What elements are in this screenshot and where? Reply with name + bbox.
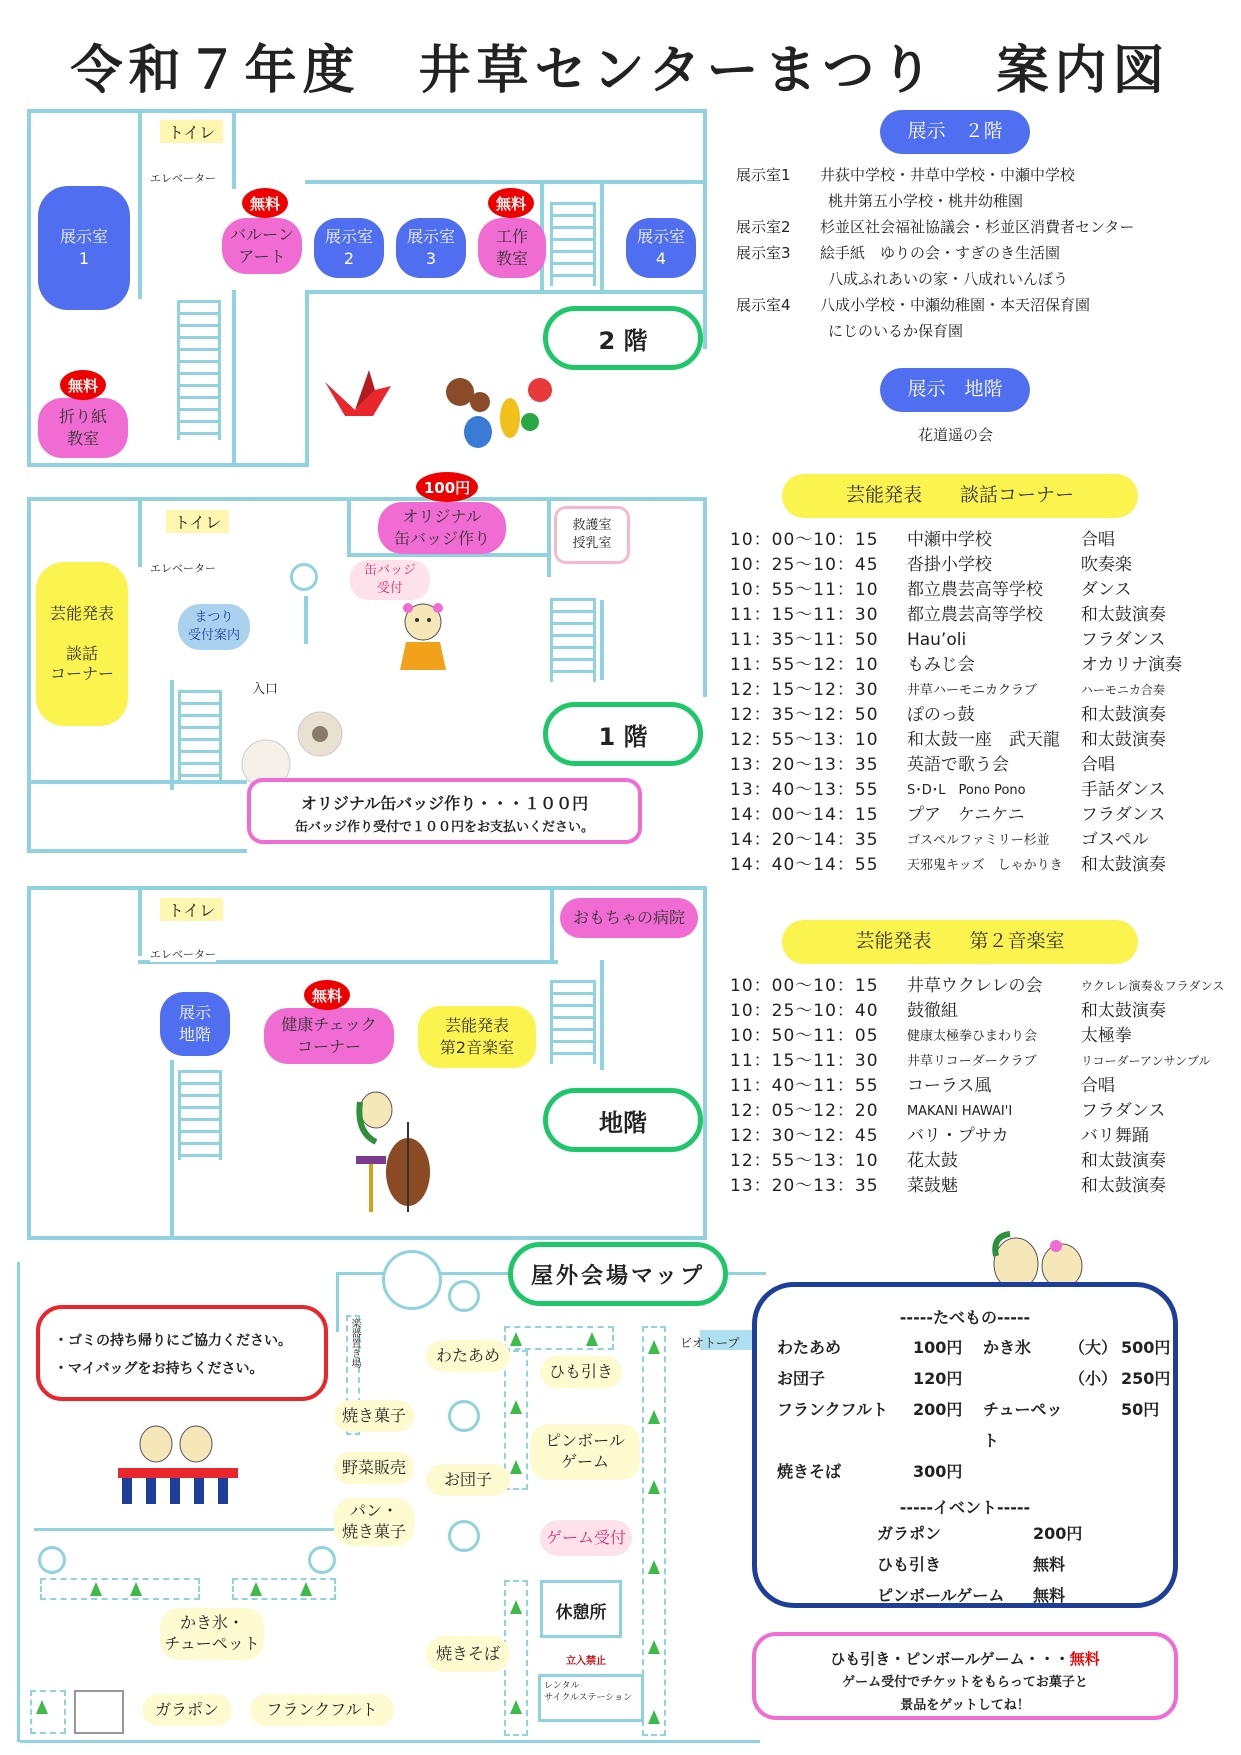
event-price: 無料 [1033,1586,1066,1605]
food-price: 200円 [913,1400,963,1419]
exhibit-room-name: 展示室1 [736,166,791,184]
can-badge-notice-line1: オリジナル缶バッジ作り・・・１００円 [300,794,589,813]
schedule-row [730,974,1230,999]
event-price-row [877,1518,1173,1549]
food-name: フランクフルト [777,1400,889,1419]
schedule-genre: バリ舞踊 [1080,1126,1149,1146]
schedule-row [730,1124,1230,1149]
food-header: -----たべもの----- [899,1308,1031,1327]
food-size [1069,1456,1121,1487]
stall-pinball[interactable]: ピンボール ゲーム [530,1424,640,1480]
craft-room[interactable]: 工作 教室 [478,218,546,278]
schedule-performer: 中瀬中学校 [906,530,992,550]
schedule-genre: 手話ダンス [1080,780,1166,800]
schedule-time: 13：20〜13：35 [730,755,879,775]
event-price-row [877,1580,1173,1611]
food-price: 50円 [1121,1400,1160,1419]
schedule-performer: 井草リコーダークラブ [906,1054,1037,1069]
schedule-genre: ダンス [1080,580,1132,600]
schedule-performer: Hau’oli [906,630,967,650]
schedule-performer: 健康太極拳ひまわり会 [906,1029,1037,1044]
toilet-label: トイレ [166,510,229,533]
schedule-row [730,828,1230,853]
schedule-time: 14：00〜14：15 [730,805,879,825]
exhibit-participants: 八成ふれあいの家・八成れいんぼう [828,270,1069,288]
stage-2-header: 芸能発表 第２音楽室 [782,920,1138,964]
instrument-storage-label: 楽器置き場 [349,1318,360,1368]
food-name [983,1363,1069,1394]
festival-info-desk[interactable]: まつり 受付案内 [178,604,250,650]
stall-kakigori[interactable]: かき氷・ チューペット [160,1608,264,1660]
schedule-time: 12：05〜12：20 [730,1101,879,1121]
paper-crane-icon [325,370,391,420]
schedule-row [730,853,1230,878]
exhibit-participants: 絵手紙 ゆりの会・すぎのき生活園 [820,244,1061,262]
schedule-genre: ハーモニカ合奏 [1080,683,1165,697]
food-price-row [777,1394,1173,1456]
free-badge: 無料 [60,370,106,400]
outdoor-notice [36,1305,328,1401]
schedule-row [730,1049,1230,1074]
exhibit-basement-text: 花道遥の会 [918,426,994,444]
schedule-genre: 吹奏楽 [1080,555,1132,575]
schedule-performer: 和太鼓一座 武天龍 [906,730,1060,750]
health-check-corner[interactable]: 健康チェック コーナー [264,1008,394,1064]
exhibit-room-name [736,188,820,214]
schedule-row [730,1099,1230,1124]
schedule-genre: 和太鼓演奏 [1080,705,1166,725]
elevator-label: エレベーター [150,172,216,185]
event-header: -----イベント----- [899,1498,1031,1517]
schedule-time: 11：40〜11：55 [730,1076,879,1096]
game-notice-line2: ゲーム受付でチケットをもらってお菓子と [842,1675,1088,1690]
schedule-row [730,678,1230,703]
schedule-time: 10：25〜10：45 [730,555,879,575]
exhibit-2f-list [736,162,1216,344]
food-price: 100円 [913,1338,963,1357]
schedule-performer: 都立農芸高等学校 [906,580,1043,600]
food-name: 焼きそば [777,1462,842,1481]
schedule-time: 14：20〜14：35 [730,830,879,850]
food-size: （大） [1069,1338,1118,1357]
exhibit-participants: 杉並区社会福祉協議会・杉並区消費者センター [820,218,1135,236]
schedule-genre: ウクレレ演奏＆フラダンス [1080,979,1225,993]
free-badge: 無料 [304,980,350,1010]
schedule-genre: 和太鼓演奏 [1080,605,1166,625]
stage-dan-wa-corner[interactable]: 芸能発表 談話 コーナー [36,562,128,726]
can-badge-making-room[interactable]: オリジナル 缶バッジ作り [378,502,506,554]
schedule-performer: MAKANI HAWAI'I [906,1104,1013,1119]
game-notice-line1: ひも引き・ピンボールゲーム・・・ [830,1650,1070,1668]
schedule-performer: 天邪鬼キッズ しゃかりき [906,858,1063,873]
exhibit-basement-room[interactable]: 展示 地階 [160,992,230,1056]
schedule-row [730,603,1230,628]
event-name: ガラポン [877,1524,942,1543]
schedule-genre: 和太鼓演奏 [1080,1001,1166,1021]
first-aid-nursing-room[interactable]: 救護室 授乳室 [554,506,630,564]
stall-garapon[interactable]: ガラポン [142,1694,232,1726]
elevator-label: エレベーター [150,948,216,961]
schedule-genre: オカリナ演奏 [1080,655,1183,675]
schedule-time: 14：40〜14：55 [730,855,879,875]
schedule-time: 11：35〜11：50 [730,630,879,650]
schedule-time: 13：40〜13：55 [730,780,879,800]
stall-wataame[interactable]: わたあめ [426,1340,510,1372]
price-100-badge: 100円 [416,472,478,502]
schedule-row [730,1149,1230,1174]
exhibit-participants: 桃井第五小学校・桃井幼稚園 [828,192,1024,210]
schedule-performer: ぽのっ鼓 [906,705,975,725]
exhibit-row [736,162,1216,188]
origami-room[interactable]: 折り紙 教室 [38,398,128,458]
event-name: ひも引き [877,1555,942,1574]
schedule-row [730,728,1230,753]
floor-basement-badge: 地階 [543,1088,703,1152]
food-price: 300円 [913,1462,963,1481]
schedule-performer: 都立農芸高等学校 [906,605,1043,625]
free-badge: 無料 [242,188,288,218]
schedule-row [730,578,1230,603]
schedule-performer: 井草ハーモニカクラブ [906,683,1037,698]
event-price: 無料 [1033,1555,1066,1574]
schedule-time: 10：00〜10：15 [730,530,879,550]
outdoor-map-title: 屋外会場マップ [508,1242,728,1306]
rest-area[interactable]: 休憩所 [555,1602,607,1623]
exhibit-participants: にじのいるか保育園 [828,322,964,340]
schedule-time: 12：55〜13：10 [730,730,879,750]
food-size: （小） [1069,1369,1118,1388]
mascot-dancer-icon [388,600,458,680]
exhibit-room-1[interactable]: 展示室 1 [38,186,130,310]
schedule-performer: 井草ウクレレの会 [906,976,1043,996]
exhibit-row [736,214,1216,240]
schedule-time: 10：50〜11：05 [730,1026,879,1046]
schedule-time: 11：15〜11：30 [730,605,879,625]
exhibit-row [736,318,1216,344]
schedule-genre: フラダンス [1080,1101,1166,1121]
schedule-row [730,753,1230,778]
exhibit-row [736,266,1216,292]
floor-2-badge: 2 階 [543,306,703,370]
stage-1-schedule [730,528,1230,878]
schedule-performer: 沓掛小学校 [906,555,992,575]
schedule-performer: コーラス風 [906,1076,992,1096]
rental-cycle-station[interactable]: レンタル サイクルステーション [544,1681,633,1703]
food-price-row [777,1332,1173,1363]
schedule-time: 12：35〜12：50 [730,705,879,725]
exhibit-row [736,292,1216,318]
food-name: お団子 [777,1369,826,1388]
game-notice [752,1632,1178,1720]
can-badge-notice-line2: 缶バッジ作り受付で１００円をお支払いください。 [294,820,594,835]
schedule-time: 12：15〜12：30 [730,680,879,700]
schedule-genre: 和太鼓演奏 [1080,730,1166,750]
outdoor-notice-garbage: ・ゴミの持ち帰りにご協力ください。 [54,1333,292,1349]
floor-1-badge: 1 階 [543,702,703,766]
schedule-row [730,1074,1230,1099]
schedule-time: 12：30〜12：45 [730,1126,879,1146]
schedule-genre: 太極拳 [1080,1026,1132,1046]
no-entry-label: 立入禁止 [566,1656,606,1667]
schedule-genre: 合唱 [1080,1076,1115,1096]
schedule-row [730,553,1230,578]
music-room-2-stage[interactable]: 芸能発表 第2音楽室 [418,1006,536,1068]
event-name: ピンボールゲーム [877,1586,1005,1605]
schedule-performer: 英語で歌う会 [906,755,1009,775]
mascot-cello-icon [346,1082,446,1222]
stall-himo[interactable]: ひも引き [540,1356,622,1388]
schedule-row [730,653,1230,678]
schedule-performer: バリ・プサカ [906,1126,1009,1146]
schedule-genre: 和太鼓演奏 [1080,1151,1166,1171]
schedule-genre: リコーダーアンサンブル [1080,1054,1211,1068]
schedule-genre: ゴスペル [1080,830,1149,850]
schedule-genre: フラダンス [1080,630,1166,650]
schedule-time: 10：55〜11：10 [730,580,879,600]
schedule-row [730,778,1230,803]
elevator-label: エレベーター [150,562,216,575]
schedule-genre: 合唱 [1080,530,1115,550]
schedule-performer: 菜鼓魅 [906,1176,958,1196]
toy-hospital-room[interactable]: おもちゃの病院 [560,898,698,938]
exhibit-room-4[interactable]: 展示室 4 [626,218,696,278]
mascot-peek-icon [986,1226,1096,1286]
outdoor-notice-bag: ・マイバッグをお持ちください。 [54,1361,264,1377]
stall-odango[interactable]: お団子 [426,1464,510,1496]
game-reception[interactable]: ゲーム受付 [540,1520,632,1556]
schedule-genre: 和太鼓演奏 [1080,855,1166,875]
game-notice-line3: 景品をゲットしてね！ [900,1698,1030,1713]
biotope-label: ビオトープ [680,1336,740,1350]
schedule-time: 12：55〜13：10 [730,1151,879,1171]
stall-yakisoba[interactable]: 焼きそば [426,1636,510,1672]
exhibit-room-name [736,318,820,344]
stall-frank[interactable]: フランクフルト [250,1694,394,1726]
schedule-row [730,703,1230,728]
food-price-row [777,1363,1173,1394]
exhibit-room-name [736,266,820,292]
food-price [1121,1456,1171,1487]
game-notice-free: 無料 [1069,1650,1100,1668]
food-name: チューペット [983,1400,1063,1450]
stall-pan[interactable]: パン・ 焼き菓子 [334,1498,414,1546]
price-box [752,1282,1178,1608]
schedule-performer: プア ケニケニ [906,805,1025,825]
mascot-stall-icon [118,1420,238,1506]
food-name [983,1456,1069,1487]
event-price: 200円 [1033,1524,1083,1543]
exhibit-basement-header: 展示 地階 [880,368,1030,412]
exhibit-room-2[interactable]: 展示室 2 [314,218,384,278]
exhibit-2f-header: 展示 ２階 [880,110,1030,154]
schedule-time: 10：00〜10：15 [730,976,879,996]
exhibit-room-name: 展示室3 [736,244,791,262]
schedule-row [730,1174,1230,1199]
schedule-time: 11：55〜12：10 [730,655,879,675]
food-name: わたあめ [777,1338,842,1357]
stall-yakigashi[interactable]: 焼き菓子 [334,1400,414,1432]
exhibit-row [736,188,1216,214]
can-badge-notice [247,778,642,844]
schedule-time: 10：25〜10：40 [730,1001,879,1021]
food-price: 250円 [1121,1369,1171,1388]
schedule-performer: 花太鼓 [906,1151,958,1171]
exhibit-room-name: 展示室2 [736,218,791,236]
exhibit-room-3[interactable]: 展示室 3 [396,218,466,278]
schedule-row [730,999,1230,1024]
schedule-row [730,528,1230,553]
schedule-row [730,628,1230,653]
food-name: かき氷 [983,1338,1032,1357]
event-price-row [877,1549,1173,1580]
schedule-genre: フラダンス [1080,805,1166,825]
food-price-row [777,1456,1173,1487]
schedule-performer: もみじ会 [906,655,975,675]
exhibit-participants: 八成小学校・中瀬幼稚園・本天沼保育園 [820,296,1091,314]
page-title: 令和７年度 井草センターまつり 案内図 [70,41,1171,101]
schedule-genre: 合唱 [1080,755,1115,775]
stage-2-schedule [730,974,1230,1199]
schedule-performer: ゴスペルファミリー杉並 [906,833,1050,848]
food-price: 500円 [1121,1338,1171,1357]
exhibit-room-name: 展示室4 [736,296,791,314]
toilet-label: トイレ [160,120,223,143]
exhibit-participants: 井荻中学校・井草中学校・中瀬中学校 [820,166,1076,184]
schedule-genre: 和太鼓演奏 [1080,1176,1166,1196]
schedule-performer: 鼓徹組 [906,1001,958,1021]
stall-yasai[interactable]: 野菜販売 [334,1452,414,1484]
stage-1-header: 芸能発表 談話コーナー [782,474,1138,518]
balloon-art-room[interactable]: バルーン アート [222,218,302,274]
can-badge-reception[interactable]: 缶バッジ 受付 [350,560,430,600]
balloon-animal-icon [430,362,560,452]
exhibit-row [736,240,1216,266]
schedule-time: 11：15〜11：30 [730,1051,879,1071]
entrance-label: 入口 [252,678,278,697]
schedule-time: 13：20〜13：35 [730,1176,879,1196]
schedule-performer: S･D･L Pono Pono [906,783,1026,798]
free-badge: 無料 [488,188,534,218]
schedule-row [730,803,1230,828]
food-price: 120円 [913,1369,963,1388]
schedule-row [730,1024,1230,1049]
food-size [1069,1394,1121,1456]
toilet-label: トイレ [160,898,223,921]
